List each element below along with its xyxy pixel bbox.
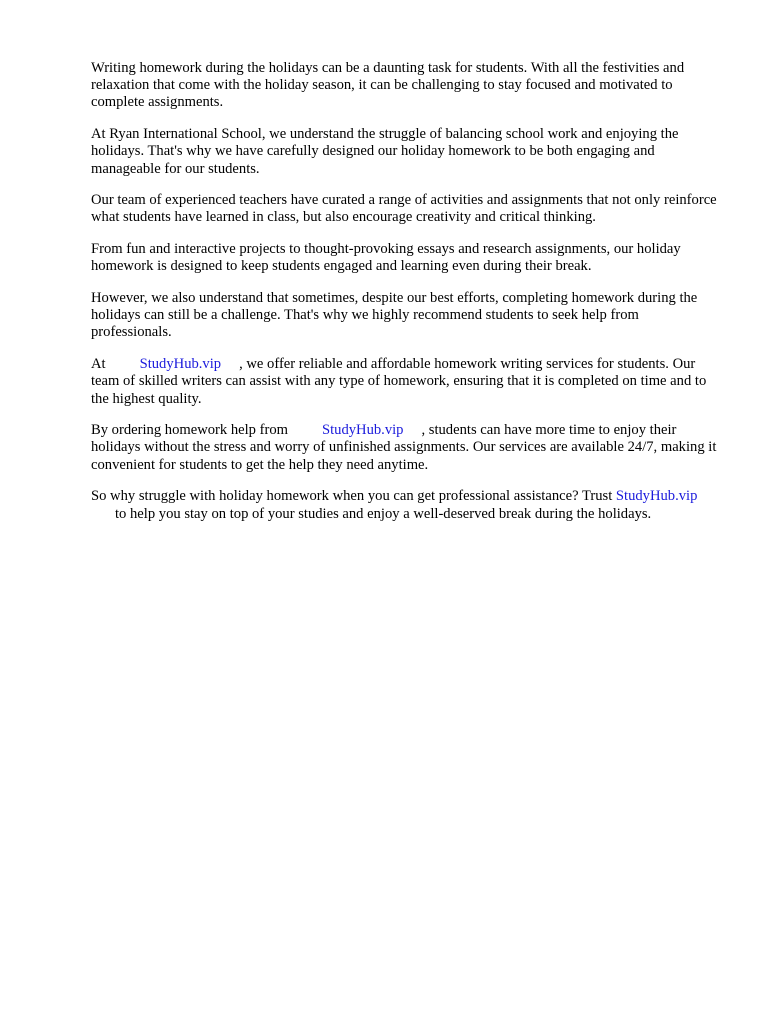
paragraph-intro: Writing homework during the holidays can be a daunting task for students. With all the festivities and relaxation that come with the holiday season, it can be challenging to stay focused and motivated to complete assignments.	[91, 60, 685, 111]
paragraph-services	[91, 356, 721, 408]
paragraph-conclusion	[91, 488, 721, 522]
paragraph-school: At Ryan International School, we understand the struggle of balancing school work and enjoying the holidays. That's why we have carefully designed our holiday homework to be both engaging and manageable for our students.	[91, 126, 679, 177]
paragraph-professionals: However, we also understand that sometimes, despite our best efforts, completing homework during the holidays can still be a challenge. That's why we highly recommend students to seek help from professionals.	[91, 290, 698, 341]
services-lead-text: At	[91, 356, 106, 373]
conclusion-trail-text: to help you stay on top of your studies and enjoy a well-deserved break during the holidays.	[115, 505, 652, 522]
paragraph-ordering	[91, 422, 721, 474]
studyhub-link[interactable]: StudyHub.vip	[139, 356, 222, 373]
services-trail-text: , we offer reliable and affordable homework writing services for students. Our team of skilled writers can assist with any type of homework, ensuring that it is completed on time and to the highest quality.	[91, 356, 707, 407]
ordering-trail-text: , students can have more time to enjoy their holidays without the stress and worry of unfinished assignments. Our services are available 24/7, making it convenient for students to get the help they need anytime.	[91, 422, 717, 473]
conclusion-lead-text: So why struggle with holiday homework when you can get professional assistance? Trust	[91, 488, 613, 505]
document-body	[91, 60, 721, 537]
paragraph-teachers: Our team of experienced teachers have curated a range of activities and assignments that not only reinforce what students have learned in class, but also encourage creativity and critical thinking.	[91, 192, 717, 226]
studyhub-link[interactable]: StudyHub.vip	[615, 488, 698, 505]
ordering-lead-text: By ordering homework help from	[91, 422, 288, 439]
studyhub-link[interactable]: StudyHub.vip	[321, 422, 404, 439]
paragraph-projects: From fun and interactive projects to thought-provoking essays and research assignments, our holiday homework is designed to keep students engaged and learning even during their break.	[91, 241, 681, 275]
